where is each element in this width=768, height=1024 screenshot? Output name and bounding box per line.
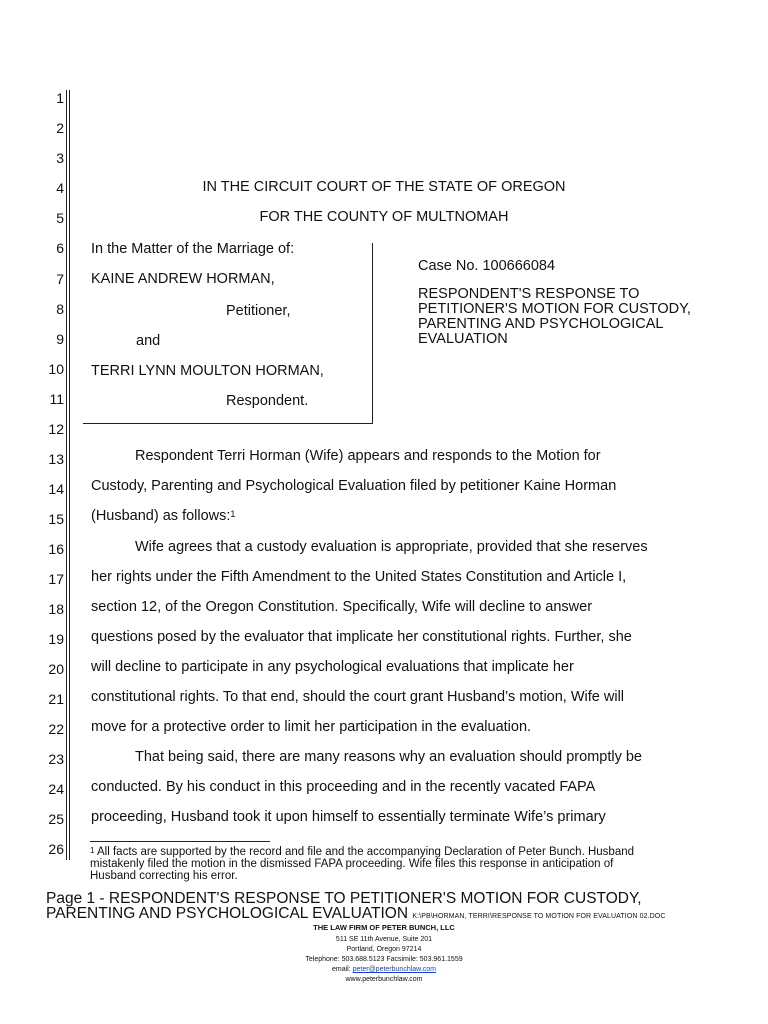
respondent-role: Respondent. <box>226 393 309 409</box>
caption-box-horizontal <box>83 423 373 424</box>
line-number: 19 <box>48 631 64 647</box>
body-line-23: That being said, there are many reasons why an evaluation should promptly be <box>135 749 642 765</box>
page-footer <box>46 891 746 924</box>
footnote <box>90 846 650 882</box>
respondent-name: TERRI LYNN MOULTON HORMAN, <box>91 363 324 379</box>
line-number: 3 <box>56 150 64 166</box>
body-line-14: Custody, Parenting and Psychological Evaluation filed by petitioner Kaine Horman <box>91 478 617 494</box>
footer-title-line-2-text: PARENTING AND PSYCHOLOGICAL EVALUATION <box>46 905 409 922</box>
line-number: 16 <box>48 541 64 557</box>
line-number: 5 <box>56 210 64 226</box>
file-path: K:\PB\HORMAN, TERRI\RESPONSE TO MOTION FOR EVALUATION 02.DOC <box>412 913 666 920</box>
line-number: 26 <box>48 841 64 857</box>
footer-title-line-1: Page 1 - RESPONDENT'S RESPONSE TO PETITIONER'S MOTION FOR CUSTODY, <box>46 890 642 907</box>
body-line-24: conducted. By his conduct in this proceeding and in the recently vacated FAPA <box>91 779 596 795</box>
petitioner-name: KAINE ANDREW HORMAN, <box>91 271 275 287</box>
line-number: 18 <box>48 601 64 617</box>
line-number: 9 <box>56 331 64 347</box>
firm-website[interactable]: www.peterbunchlaw.com <box>345 976 423 983</box>
email-link[interactable]: peter@peterbunchlaw.com <box>352 966 436 973</box>
line-number: 8 <box>56 301 64 317</box>
firm-email <box>200 965 568 975</box>
footer-title-line-2 <box>46 906 746 924</box>
caption-matter: In the Matter of the Marriage of: <box>91 241 295 257</box>
firm-address-1: 511 SE 11th Avenue, Suite 201 <box>335 936 433 943</box>
footnote-mark: 1 <box>90 846 95 855</box>
body-line-16: Wife agrees that a custody evaluation is appropriate, provided that she reserves <box>135 539 648 555</box>
line-number: 10 <box>48 361 64 377</box>
line-number: 2 <box>56 120 64 136</box>
line-number: 13 <box>48 451 64 467</box>
body-line-18: section 12, of the Oregon Constitution. Specifically, Wife will decline to answer <box>91 599 593 615</box>
county-heading: FOR THE COUNTY OF MULTNOMAH <box>259 209 509 225</box>
footnote-text: All facts are supported by the record and file and the accompanying Declaration of Peter Bunch. Husband mistakenly filed the motion in the dismissed FAPA proceeding. Wife files this response in anticipation of Husband correcting his error. <box>90 846 635 882</box>
body-line-25: proceeding, Husband took it upon himself to essentially terminate Wife’s primary <box>91 809 606 825</box>
firm-phone: Telephone: 503.688.5123 Facsimile: 503.961.1559 <box>305 956 463 963</box>
line-number: 20 <box>48 661 64 677</box>
caption-and: and <box>136 333 161 349</box>
margin-rule-left <box>66 90 67 860</box>
footnote-rule <box>90 841 270 842</box>
line-number: 11 <box>49 391 64 407</box>
line-number: 24 <box>48 781 64 797</box>
body-line-15 <box>91 507 235 525</box>
court-heading: IN THE CIRCUIT COURT OF THE STATE OF OREGON <box>202 179 566 195</box>
email-label: email: <box>332 966 353 973</box>
line-number: 1 <box>56 90 64 106</box>
body-line-15-text: (Husband) as follows: <box>91 508 231 524</box>
line-number: 25 <box>48 811 64 827</box>
line-number: 21 <box>48 691 64 707</box>
body-line-21: constitutional rights. To that end, should the court grant Husband’s motion, Wife will <box>91 689 625 705</box>
body-line-22: move for a protective order to limit her participation in the evaluation. <box>91 719 532 735</box>
firm-address-2: Portland, Oregon 97214 <box>346 946 422 953</box>
line-number: 7 <box>56 271 64 287</box>
firm-name: THE LAW FIRM OF PETER BUNCH, LLC <box>313 923 455 932</box>
body-line-17: her rights under the Fifth Amendment to the United States Constitution and Article I, <box>91 569 627 585</box>
line-number: 17 <box>48 571 64 587</box>
body-line-20: will decline to participate in any psychological evaluations that implicate her <box>91 659 574 675</box>
margin-rule-right <box>69 90 70 860</box>
caption-box-vertical <box>372 243 373 424</box>
body-line-13: Respondent Terri Horman (Wife) appears and responds to the Motion for <box>135 448 601 464</box>
document-title: RESPONDENT'S RESPONSE TO PETITIONER'S MOTION FOR CUSTODY, PARENTING AND PSYCHOLOGICAL EVALUATION <box>418 286 691 347</box>
body-line-19: questions posed by the evaluator that implicate her constitutional rights. Further, she <box>91 629 632 645</box>
line-number: 6 <box>56 240 64 256</box>
line-number: 23 <box>48 751 64 767</box>
footnote-reference: 1 <box>230 509 236 519</box>
line-number: 4 <box>56 180 64 196</box>
line-number: 15 <box>48 511 64 527</box>
case-number: Case No. 100666084 <box>418 258 556 274</box>
line-number: 14 <box>48 481 64 497</box>
line-number: 12 <box>48 421 64 437</box>
petitioner-role: Petitioner, <box>226 303 291 319</box>
line-number: 22 <box>48 721 64 737</box>
